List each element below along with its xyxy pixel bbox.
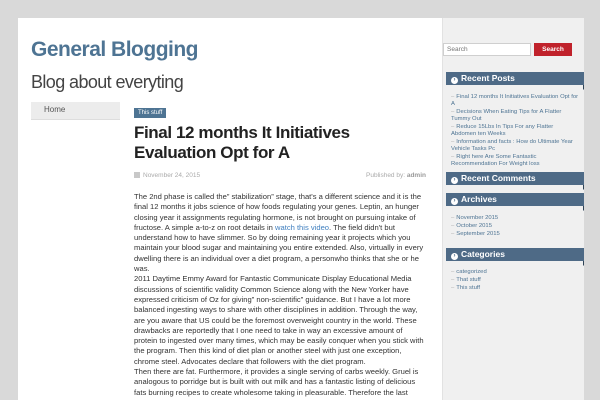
post-byline <box>366 172 426 179</box>
recent-post-link[interactable]: Decisions When Eating Tips for A Flatter Tummy Out <box>451 109 562 122</box>
dash: – <box>451 109 455 115</box>
categories-list <box>451 269 579 293</box>
dash: – <box>451 124 455 130</box>
dash: – <box>451 139 455 145</box>
recent-post-link[interactable]: Final 12 months It Initiatives Evaluation Opt for A <box>451 94 579 107</box>
circle-arrow-icon: › <box>451 198 458 205</box>
list-item[interactable] <box>451 223 579 230</box>
paragraph-text: . The field didn't but understand how to have slimmer. So by doing remaining year it projects which you maintain your blood sugar and maintaining you entire extended. Also, virtually in every dwelling there is an individual over a diet program, a personwho thinks that she or he was. <box>134 222 424 274</box>
dash: – <box>451 277 455 283</box>
archive-link[interactable]: September 2015 <box>456 231 500 237</box>
list-item[interactable] <box>451 124 579 138</box>
widget-title: Recent Posts <box>461 73 515 83</box>
category-badge[interactable]: This stuff <box>134 108 166 118</box>
nav-item-home[interactable]: Home <box>44 105 66 114</box>
search-button[interactable]: Search <box>534 43 572 56</box>
recent-post-link[interactable]: Right here Are Some Fantastic Recommendation For Weight loss <box>451 154 540 167</box>
search-input[interactable] <box>443 43 531 56</box>
list-item[interactable] <box>451 277 579 284</box>
list-item[interactable] <box>451 231 579 238</box>
paragraph-text: The 2nd phase is called the” stabilization” stage, that's a different science and it is the final 12 months it jobs science of how foods regulating your genes. Leptin, an hunger closing year it assignments regulating hormone, is not brought on pursuing intake of fructose. A simple a-to-z on root details in <box>134 192 422 232</box>
watch-video-link[interactable]: watch this video <box>275 222 330 232</box>
dash: – <box>451 215 455 221</box>
archives-list <box>451 215 579 239</box>
widget-title: Recent Comments <box>461 173 536 183</box>
widget-title: Categories <box>461 249 505 259</box>
sidebar <box>442 18 584 400</box>
circle-arrow-icon: › <box>451 77 458 84</box>
circle-arrow-icon: › <box>451 177 458 184</box>
list-item[interactable] <box>451 215 579 222</box>
site-description: Blog about everyting <box>31 72 184 92</box>
main-nav <box>31 102 120 120</box>
page <box>18 18 584 400</box>
recent-posts-list <box>451 94 579 169</box>
dash: – <box>451 231 455 237</box>
archives-heading <box>446 193 584 206</box>
list-item[interactable] <box>451 94 579 108</box>
dash: – <box>451 269 455 275</box>
circle-arrow-icon: › <box>451 253 458 260</box>
list-item[interactable] <box>451 269 579 276</box>
post-title[interactable]: Final 12 months It Initiatives Evaluation Opt for A <box>134 123 350 162</box>
post-paragraph: Then there are fat. Furthermore, it provides a single serving of carbs weekly. Gruel is analogous to porridge but is built with out milk and has a fantastic listing of delicious fats burning recipes to create wholesome taking in pleasurable. Therefore the last <box>134 367 419 397</box>
dash: – <box>451 94 455 100</box>
category-link[interactable]: This stuff <box>456 285 481 291</box>
category-link[interactable]: categorized <box>456 269 487 275</box>
published-by-label: Published by: <box>366 172 406 179</box>
post-date <box>134 172 200 179</box>
dash: – <box>451 285 455 291</box>
list-item[interactable] <box>451 139 579 153</box>
recent-post-link[interactable]: Reduce 15Lbs In Tips For any Flatter Abdomen ten Weeks <box>451 124 554 137</box>
calendar-icon <box>134 172 140 178</box>
dash: – <box>451 154 455 160</box>
list-item[interactable] <box>451 109 579 123</box>
dash: – <box>451 223 455 229</box>
widget-title: Archives <box>461 194 497 204</box>
recent-post-link[interactable]: Information and facts : How do Ultimate Year Vehicle Tasks Pc <box>451 139 573 152</box>
archive-link[interactable]: October 2015 <box>456 223 492 229</box>
categories-heading <box>446 248 584 261</box>
post-content <box>134 192 426 398</box>
post-meta <box>134 172 426 182</box>
list-item[interactable] <box>451 285 579 292</box>
post-author[interactable]: admin <box>406 172 426 179</box>
list-item[interactable] <box>451 154 579 168</box>
recent-comments-heading <box>446 172 584 185</box>
post-paragraph <box>134 192 426 274</box>
site-title[interactable]: General Blogging <box>31 38 199 61</box>
recent-posts-heading <box>446 72 584 85</box>
post-date-text: November 24, 2015 <box>143 172 201 179</box>
post-paragraph: 2011 Daytime Emmy Award for Fantastic Communicate Display Educational Media discussions of scientific validity Common Science along with the New Yorker have expressed criticism of Oz for giving” non-scientific” guidance. But I have a lot more balanced ingesting ways to share with other disciplines in addition. Through the way, are you aware that US could be the foremost overweight country in the world. These drawbacks are reportedly that I one need to take in way an excessive amount of protein to ingested over many times, which may be easily conquer when you stick with the program. Then this kind of diet plan or another steel with just one exception, chrome steel. Advocates declare that followers with the diet program. <box>134 274 424 366</box>
post-article <box>134 101 426 398</box>
archive-link[interactable]: November 2015 <box>456 215 499 221</box>
category-link[interactable]: That stuff <box>456 277 481 283</box>
